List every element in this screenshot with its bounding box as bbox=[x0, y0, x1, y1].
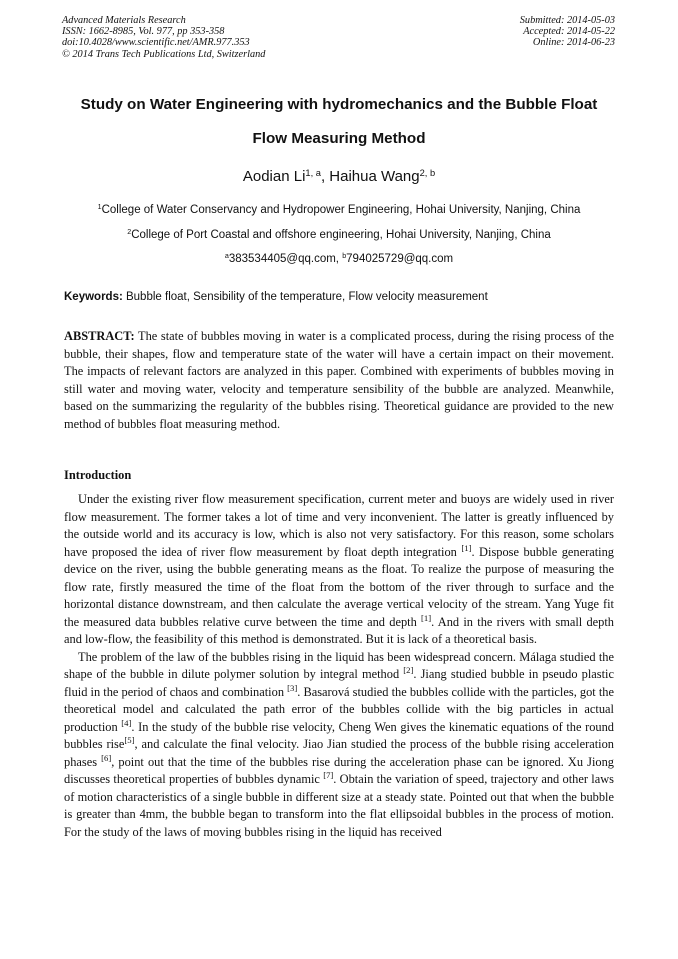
affiliation-mark: 2 bbox=[127, 228, 132, 237]
paper-title-line-2: Flow Measuring Method bbox=[252, 130, 426, 147]
body-text: . And in the rivers with small depth and low-flow, the feasibility of this method is demonstrated. But it is lack of a theoretical basis. bbox=[64, 614, 614, 646]
citation-ref: [5] bbox=[124, 735, 135, 746]
online-date: Online: 2014-06-23 bbox=[532, 37, 615, 49]
copyright-line: © 2014 Trans Tech Publications Ltd, Switzerland bbox=[62, 48, 266, 60]
citation-ref: [4] bbox=[121, 717, 132, 728]
affiliation-text: College of Water Conservancy and Hydropower Engineering, Hohai University, Nanjing, China bbox=[101, 204, 581, 216]
paragraph bbox=[64, 491, 614, 649]
paragraph bbox=[64, 649, 614, 842]
author-list bbox=[40, 167, 638, 187]
citation-ref: [7] bbox=[323, 770, 334, 781]
journal-issn: ISSN: 1662-8985, Vol. 977, pp 353-358 bbox=[62, 26, 225, 38]
author-name: Haihua Wang bbox=[329, 168, 420, 185]
email-mark: a bbox=[224, 252, 229, 261]
author-name: Aodian Li bbox=[242, 168, 306, 185]
affiliation-text: College of Port Coastal and offshore engineering, Hohai University, Nanjing, China bbox=[131, 229, 551, 241]
citation-ref: [1] bbox=[421, 612, 432, 623]
abstract-label: ABSTRACT: bbox=[64, 329, 135, 343]
introduction-body bbox=[64, 491, 614, 841]
body-text: , and calculate the final velocity. Jiao Jian studied the process of the bubble rising acceleration phases bbox=[64, 737, 614, 769]
author-affiliation-mark: 2, b bbox=[419, 167, 436, 178]
body-text: . In the study of the bubble rise velocity, Cheng Wen gives the kinematic equations of the round bubbles rise bbox=[64, 719, 614, 751]
keywords-label: Keywords: bbox=[64, 291, 123, 303]
submission-dates bbox=[520, 15, 615, 49]
journal-header bbox=[62, 15, 265, 60]
accepted-date: Accepted: 2014-05-22 bbox=[523, 26, 615, 38]
body-text: . Obtain the variation of speed, trajectory and other laws of motion characteristics of a single bubble in different size at a steady state. Pointed out that when the bubble is greater than 4mm, the bubble began to transform into the flat ellipsoidal bubbles in the process of motion. For the study of the laws of moving bubbles rising in the liquid has received bbox=[64, 772, 614, 839]
affiliation-mark: 1 bbox=[97, 203, 102, 212]
submitted-date: Submitted: 2014-05-03 bbox=[519, 15, 615, 26]
email-address: 383534405@qq.com, bbox=[228, 253, 343, 265]
abstract bbox=[64, 328, 614, 433]
citation-ref: [3] bbox=[287, 682, 298, 693]
body-text: , point out that the time of the bubbles rise during the acceleration phase can be ignored. Xu Jiong discusses theoretical properties of bubbles dynamic bbox=[64, 754, 614, 786]
author-affiliation-mark: 1, a bbox=[305, 167, 321, 178]
keywords bbox=[64, 290, 488, 305]
author-separator: , bbox=[320, 168, 330, 185]
citation-ref: [6] bbox=[101, 752, 112, 763]
body-text: . Jiang studied bubble in pseudo plastic fluid in the period of chaos and combination bbox=[64, 667, 614, 699]
citation-ref: [1] bbox=[461, 542, 472, 553]
keywords-text: Bubble float, Sensibility of the temperature, Flow velocity measurement bbox=[122, 291, 488, 303]
email-line bbox=[40, 252, 638, 267]
body-text: . Dispose bubble generating device on the river, using the bubble generating means as the float. To realize the purpose of measuring the flow rate, firstly measured the time of the float from the bottom of the river through to surface and the horizontal distance downstream, and then calculate the average vertical velocity of the stream. Yang Yuge fit the measured data bubbles relative curve between the time and depth bbox=[64, 544, 614, 629]
journal-name: Advanced Materials Research bbox=[62, 15, 186, 26]
affiliation-1 bbox=[40, 203, 638, 218]
paper-title-line-1: Study on Water Engineering with hydromechanics and the Bubble Float bbox=[80, 96, 598, 113]
body-text: . Basarová studied the bubbles collide with the particles, got the theoretical model and calculated the path error of the bubbles collide with the big particles in actual production bbox=[64, 684, 614, 734]
paper-title bbox=[40, 88, 638, 156]
abstract-text: The state of bubbles moving in water is a complicated process, during the rising process of the bubble, their shapes, flow and temperature state of the water will have a certain impact on their movement. The impacts of relevant factors are analyzed in this paper. Combined with experiments of bubbles moving in still water and moving water, velocity and temperature sensibility of the bubble are analyzed. Meanwhile, based on the summarizing the regularity of the bubbles rising. Theoretical guidance are provided to the new method of bubbles float measuring method. bbox=[64, 329, 614, 431]
journal-doi: doi:10.4028/www.scientific.net/AMR.977.353 bbox=[62, 37, 250, 49]
affiliation-2 bbox=[40, 228, 638, 243]
citation-ref: [2] bbox=[403, 665, 414, 676]
section-heading-introduction: Introduction bbox=[64, 468, 132, 482]
body-text: Under the existing river flow measurement specification, current meter and buoys are widely used in river flow measurement. The former takes a lot of time and very inconvenient. The latter is greatly influenced by the outside world and its accuracy is low, which is also not very satisfactory. For this reason, some scholars have proposed the idea of river flow measurement by float depth integration bbox=[64, 492, 614, 559]
body-text: The problem of the law of the bubbles rising in the liquid has been widespread concern. Málaga studied the shape of the bubble in dilute polymer solution by integral method bbox=[64, 649, 614, 681]
email-address: 794025729@qq.com bbox=[346, 253, 454, 265]
email-mark: b bbox=[342, 252, 347, 261]
